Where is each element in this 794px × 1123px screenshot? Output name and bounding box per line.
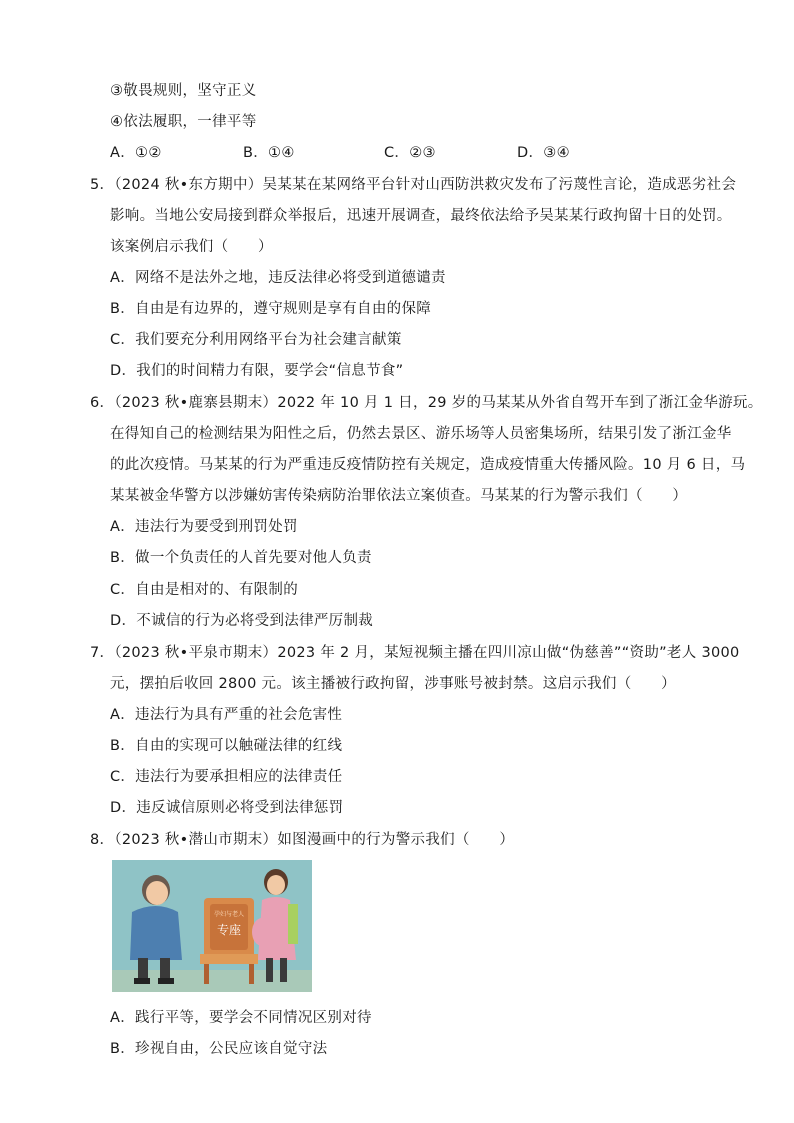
q8-option-b[interactable]: B．珍视自由，公民应该自觉守法 [110, 1041, 328, 1057]
q6-stem-line-1: 6．（2023 秋•鹿寨县期末）2022 年 10 月 1 日，29 岁的马某某从外省自驾开车到了浙江金华游玩。 [90, 395, 763, 411]
comic-illustration [112, 860, 312, 992]
comic-sign-text: 专座 [216, 923, 242, 937]
q8-option-a[interactable]: A．践行平等，要学会不同情况区别对待 [110, 1010, 372, 1026]
q5-option-b[interactable]: B．自由是有边界的，遵守规则是享有自由的保障 [110, 301, 432, 317]
q5-option-a[interactable]: A．网络不是法外之地，违反法律必将受到道德谴责 [110, 270, 446, 286]
prev-choice-b[interactable]: B．①④ [243, 145, 295, 161]
prev-choice-d[interactable]: D．③④ [517, 145, 570, 161]
prev-choice-a[interactable]: A．①② [110, 145, 162, 161]
q6-option-a[interactable]: A．违法行为要受到刑罚处罚 [110, 519, 298, 535]
q6-option-b[interactable]: B．做一个负责任的人首先要对他人负责 [110, 550, 372, 566]
q6-stem-line-4: 某某被金华警方以涉嫌妨害传染病防治罪依法立案侦查。马某某的行为警示我们（ ） [110, 488, 688, 504]
q7-option-c[interactable]: C．违法行为要承担相应的法律责任 [110, 769, 343, 785]
prev-statement-3: ③敬畏规则，坚守正义 [110, 83, 257, 99]
q7-stem-line-1: 7．（2023 秋•平泉市期末）2023 年 2 月，某短视频主播在四川凉山做“伪慈善”“资助”老人 3000 [90, 645, 740, 661]
q5-stem-line-3: 该案例启示我们（ ） [110, 239, 273, 255]
prev-choices [110, 143, 570, 163]
prev-choice-c[interactable]: C．②③ [384, 145, 436, 161]
q5-stem-line-1: 5．（2024 秋•东方期中）吴某某在某网络平台针对山西防洪救灾发布了污蔑性言论，造成恶劣社会 [90, 177, 737, 193]
q6-stem-line-2: 在得知自己的检测结果为阳性之后，仍然去景区、游乐场等人员密集场所，结果引发了浙江金华 [110, 426, 732, 442]
q8-stem-line-1: 8．（2023 秋•潜山市期末）如图漫画中的行为警示我们（ ） [90, 832, 515, 848]
q7-option-d[interactable]: D．违反诚信原则必将受到法律惩罚 [110, 800, 344, 816]
q7-option-b[interactable]: B．自由的实现可以触碰法律的红线 [110, 738, 343, 754]
q7-stem-line-2: 元，摆拍后收回 2800 元。该主播被行政拘留，涉事账号被封禁。这启示我们（ ） [110, 676, 676, 692]
comic-sign-top-text: 孕妇与老人 [213, 911, 245, 918]
q5-option-c[interactable]: C．我们要充分利用网络平台为社会建言献策 [110, 332, 402, 348]
prev-statement-4: ④依法履职，一律平等 [110, 114, 257, 130]
q7-option-a[interactable]: A．违法行为具有严重的社会危害性 [110, 707, 343, 723]
q6-stem-line-3: 的此次疫情。马某某的行为严重违反疫情防控有关规定，造成疫情重大传播风险。10 月 6 日，马 [110, 457, 746, 473]
q6-option-d[interactable]: D．不诚信的行为必将受到法律严厉制裁 [110, 613, 374, 629]
q5-option-d[interactable]: D．我们的时间精力有限，要学会“信息节食” [110, 363, 404, 379]
q6-option-c[interactable]: C．自由是相对的、有限制的 [110, 582, 299, 598]
q5-stem-line-2: 影响。当地公安局接到群众举报后，迅速开展调查，最终依法给予吴某某行政拘留十日的处罚。 [110, 208, 732, 224]
